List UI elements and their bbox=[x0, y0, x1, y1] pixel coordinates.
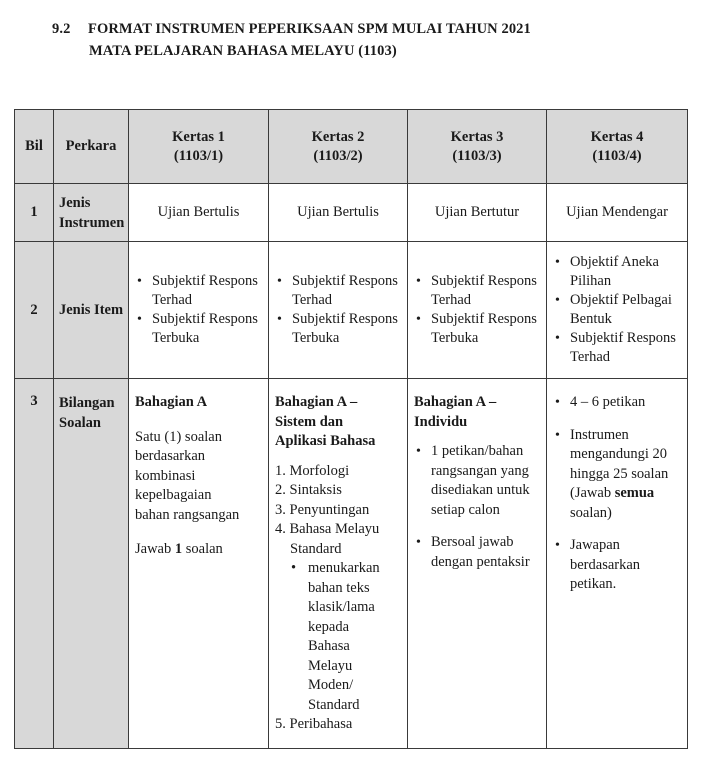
header-row bbox=[15, 110, 688, 184]
list-item: • Subjektif Respons Terbuka bbox=[414, 310, 546, 348]
list-item-text: Instrumen mengandungi 20 hingga 25 soalan (Jawab bbox=[570, 426, 669, 501]
section-number: 9.2 bbox=[52, 21, 71, 37]
cell-k3: Ujian Bertutur bbox=[408, 184, 547, 242]
list-item: 4. Bahasa Melayu bbox=[275, 521, 380, 537]
header-kertas-1 bbox=[129, 110, 269, 184]
list-item: • 4 – 6 petikan bbox=[553, 393, 687, 413]
list-item: 2. Sintaksis bbox=[275, 482, 342, 498]
list-item bbox=[553, 426, 687, 524]
format-table bbox=[14, 109, 688, 749]
sub-list-item: • menukarkan bahan teks klasik/lama kepada Bahasa Melayu Moden/ Standard bbox=[291, 559, 407, 715]
section-title-line2: MATA PELAJARAN BAHASA MELAYU (1103) bbox=[89, 43, 397, 59]
kertas-3-title: Kertas 3 bbox=[450, 128, 504, 145]
list-item: • Bersoal jawab dengan pentaksir bbox=[414, 533, 546, 572]
header-perkara: Perkara bbox=[54, 110, 129, 184]
table-row bbox=[15, 184, 688, 242]
kertas-3-code: (1103/3) bbox=[452, 147, 502, 164]
cell-k3 bbox=[408, 242, 547, 379]
kertas-4-title: Kertas 4 bbox=[590, 128, 644, 145]
header-bil: Bil bbox=[15, 110, 54, 184]
row-number: 2 bbox=[15, 242, 54, 379]
list-item: • Subjektif Respons Terbuka bbox=[135, 310, 268, 348]
cell-k1 bbox=[129, 379, 269, 749]
list-item: • Subjektif Respons Terbuka bbox=[275, 310, 407, 348]
list-item-emphasis: semua bbox=[614, 485, 655, 501]
kertas-1-code: (1103/1) bbox=[173, 147, 224, 164]
row-label bbox=[54, 184, 129, 242]
header-kertas-3 bbox=[408, 110, 547, 184]
table-row bbox=[15, 379, 688, 749]
row-label bbox=[54, 379, 129, 749]
cell-k1: Ujian Bertulis bbox=[129, 184, 269, 242]
bahagian-heading: Bahagian A – Individu bbox=[414, 394, 497, 430]
list-item: 3. Penyuntingan bbox=[275, 501, 370, 518]
list-item: • Jawapan berdasarkan petikan. bbox=[553, 536, 687, 595]
list-item: • Objektif Pelbagai Bentuk bbox=[553, 291, 687, 329]
jawab-text: Jawab bbox=[135, 541, 172, 557]
list-item: • Subjektif Respons Terhad bbox=[275, 272, 407, 310]
cell-k2: Ujian Bertulis bbox=[269, 184, 408, 242]
kertas-4-code: (1103/4) bbox=[592, 147, 642, 164]
cell-k3 bbox=[408, 379, 547, 749]
soalan-description: Satu (1) soalan berdasarkan kombinasi kepelbagaian bahan rangsangan bbox=[135, 428, 240, 523]
cell-k4: Ujian Mendengar bbox=[547, 184, 688, 242]
topic-list bbox=[275, 462, 407, 735]
list-item-text: soalan) bbox=[570, 504, 612, 521]
cell-k2 bbox=[269, 379, 408, 749]
list-item: • Objektif Aneka Pilihan bbox=[553, 253, 687, 291]
list-item: • Subjektif Respons Terhad bbox=[553, 329, 687, 367]
bahagian-heading: Bahagian A – Sistem dan Aplikasi Bahasa bbox=[275, 394, 376, 449]
list-item: • Subjektif Respons Terhad bbox=[135, 272, 268, 310]
row-label-line: Bilangan bbox=[59, 395, 115, 411]
section-heading bbox=[52, 18, 531, 62]
list-item: • 1 petikan/bahan rangsangan yang disediakan untuk setiap calon bbox=[414, 442, 546, 520]
list-item bbox=[275, 559, 407, 715]
list-item: 1. Morfologi bbox=[275, 462, 350, 479]
bahagian-heading: Bahagian A bbox=[135, 394, 208, 410]
table-row bbox=[15, 242, 688, 379]
list-item: • Subjektif Respons Terhad bbox=[414, 272, 546, 310]
row-label: Jenis Item bbox=[54, 242, 129, 379]
row-label-line: Jenis bbox=[59, 194, 91, 211]
row-number: 3 bbox=[15, 379, 54, 749]
cell-k4 bbox=[547, 242, 688, 379]
cell-k1 bbox=[129, 242, 269, 379]
kertas-2-code: (1103/2) bbox=[313, 147, 363, 164]
row-label-line: Instrumen bbox=[59, 214, 125, 231]
jawab-instruction bbox=[135, 540, 268, 560]
section-title-line1: FORMAT INSTRUMEN PEPERIKSAAN SPM MULAI TAHUN 2021 bbox=[88, 21, 531, 37]
jawab-count: 1 bbox=[174, 541, 183, 557]
jawab-text: soalan bbox=[185, 541, 223, 557]
cell-k2 bbox=[269, 242, 408, 379]
list-item: Standard bbox=[290, 540, 342, 557]
cell-k4 bbox=[547, 379, 688, 749]
kertas-2-title: Kertas 2 bbox=[311, 128, 365, 145]
row-number: 1 bbox=[15, 184, 54, 242]
kertas-1-title: Kertas 1 bbox=[172, 128, 225, 145]
list-item: 5. Peribahasa bbox=[275, 716, 353, 732]
header-kertas-2 bbox=[269, 110, 408, 184]
row-label-line: Soalan bbox=[59, 415, 101, 431]
header-kertas-4 bbox=[547, 110, 688, 184]
